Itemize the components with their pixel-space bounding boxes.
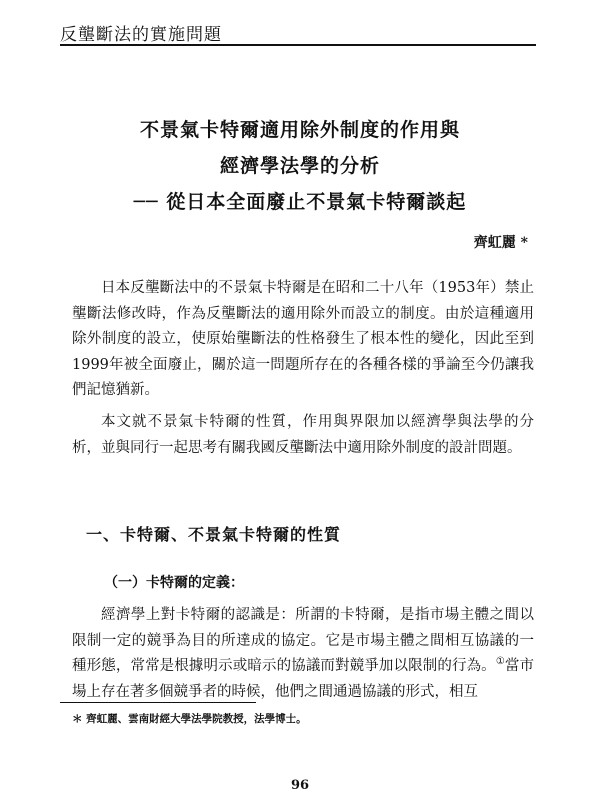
title-line-2: 經濟學法學的分析 [219, 155, 380, 177]
paragraph-intro: 日本反壟斷法中的不景氣卡特爾是在昭和二十八年（1953年）禁止壟斷法修改時，作為反壟斷法的適用除外而設立的制度。由於這種適用除外制度的設立，使原始壟斷法的性格發生了根本性的變化，因此至到1999年被全面廢止，關於這一問題所存在的各種各樣的爭論至今仍讓我們記憶猶新。 [72, 280, 534, 398]
footnote-reference-mark[interactable]: ① [495, 656, 505, 668]
author-name: 齊虹麗 * [473, 235, 528, 251]
title-line-1: 不景氣卡特爾適用除外制度的作用與 [139, 119, 460, 141]
footnote-rule [60, 702, 256, 703]
definition-text-continued: 當市場上存在著多個競爭者的時候，他們之間通過協議的形式，相互 [72, 658, 535, 700]
author-footnote: ＊ 齊虹麗、雲南財經大學法學院教授，法學博士。 [72, 713, 307, 725]
paragraph-scope: 本文就不景氣卡特爾的性質，作用與界限加以經濟學與法學的分析，並與同行一起思考有關我國反壟斷法中適用除外制度的設計問題。 [72, 414, 534, 456]
page-number: 96 [290, 778, 310, 793]
header-rule [60, 44, 536, 46]
section-heading: 一、卡特爾、不景氣卡特爾的性質 [86, 525, 342, 544]
running-head-title: 反壟斷法的實施問題 [60, 25, 222, 45]
title-line-3: ── 從日本全面廢止不景氣卡特爾談起 [133, 191, 467, 213]
paragraph-definition [72, 603, 534, 705]
subsection-heading: （一）卡特爾的定義： [104, 575, 244, 591]
definition-text: 經濟學上對卡特爾的認識是：所謂的卡特爾，是指市場主體之間以限制一定的競爭為目的所達成的協定。它是市場主體之間相互協議的一種形態，常常是根據明示或暗示的協議而對競爭加以限制的行為。 [72, 607, 534, 674]
